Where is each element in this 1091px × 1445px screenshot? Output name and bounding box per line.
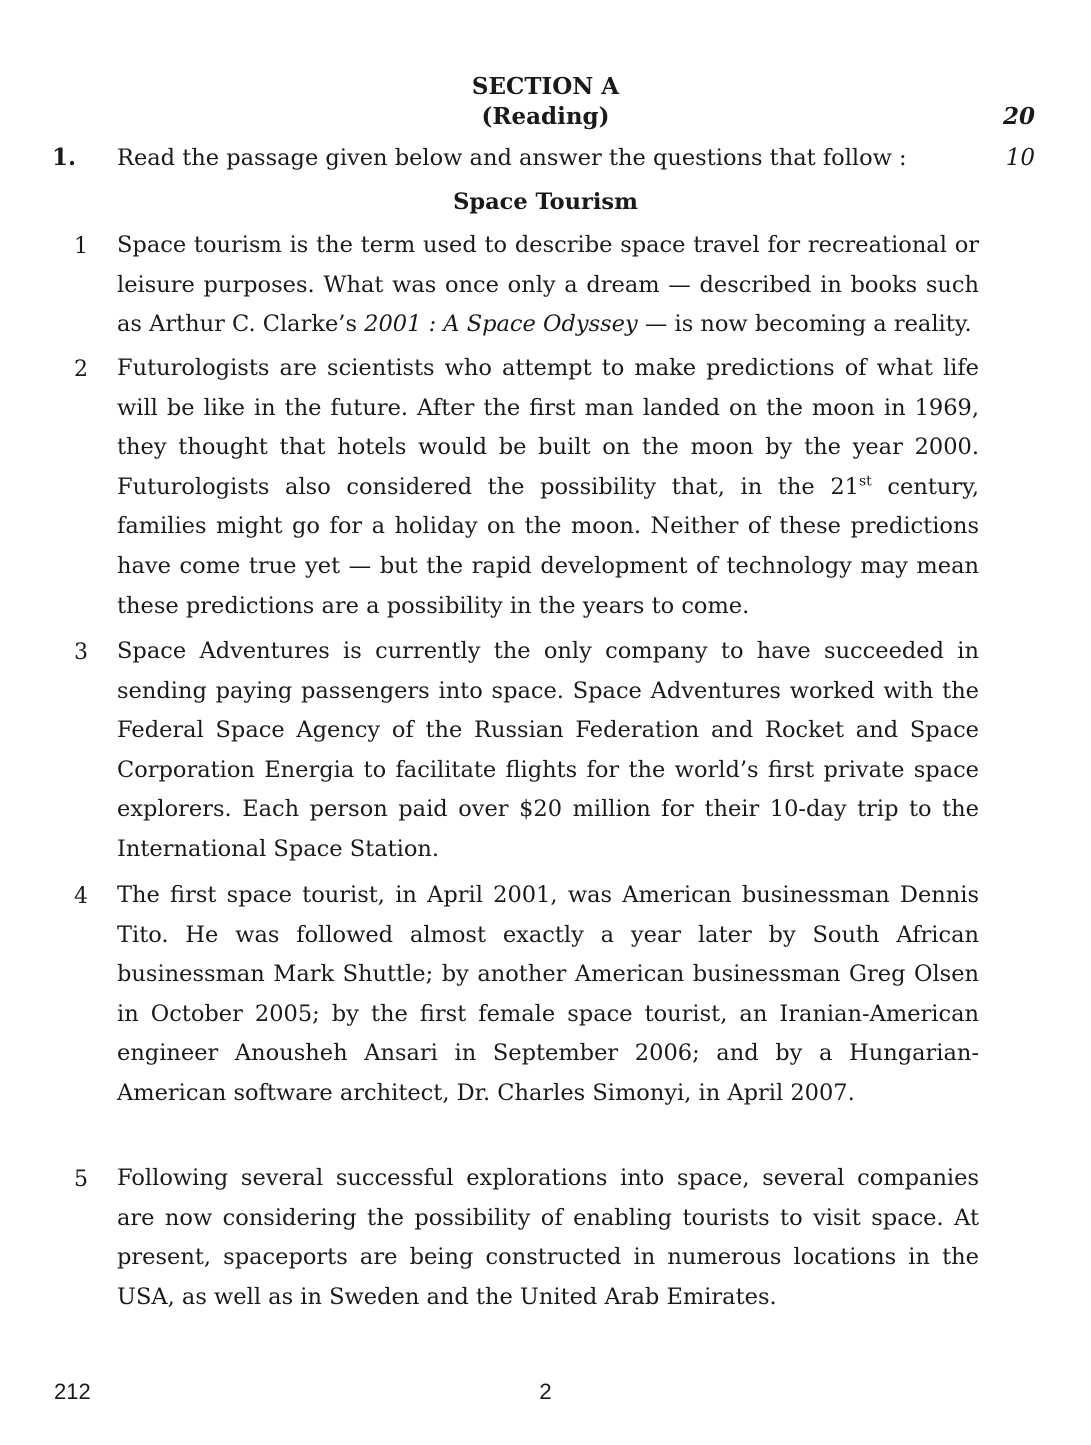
section-subtitle: (Reading) xyxy=(481,103,610,130)
paragraph-1 xyxy=(117,226,979,345)
question-instruction: Read the passage given below and answer the questions that follow : xyxy=(117,145,907,171)
paragraph-2-text-a: Futurologists are scientists who attempt to make predictions of what life will be like in the future. After the first man landed on the moon in 1969, they thought that hotels would be built on the moon by the year 2000. Futurologists also considered the possibility that, in the 21 xyxy=(117,355,979,500)
paragraph-2-text-b: century, families might go for a holiday on the moon. Neither of these predictions have come true yet — but the rapid development of technology may mean these predictions are a possibility in the years to come. xyxy=(117,473,979,619)
paragraph-3: Space Adventures is currently the only company to have succeeded in sending paying passengers into space. Space Adventures worked with the Federal Space Agency of the Russian Federation and Rocket and Space Corporation Energia to facilitate flights for the world’s first private space explorers. Each person paid over $20 million for their 10-day trip to the International Space Station. xyxy=(117,638,979,862)
paper-code: 212 xyxy=(54,1379,91,1404)
paragraph-number: 5 xyxy=(74,1167,88,1192)
paragraph-number: 1 xyxy=(74,234,88,259)
paragraph-number: 4 xyxy=(74,884,88,909)
paragraph-1-text-b: — is now becoming a reality. xyxy=(637,311,972,338)
paragraph-2 xyxy=(117,349,979,626)
paragraph-4: The first space tourist, in April 2001, was American businessman Dennis Tito. He was followed almost exactly a year later by South African businessman Mark Shuttle; by another American businessman Greg Olsen in October 2005; by the first female space tourist, an Iranian-American engineer Anousheh Ansari in September 2006; and by a Hungarian-American software architect, Dr. Charles Simonyi, in April 2007. xyxy=(117,882,979,1106)
question-marks: 10 xyxy=(1005,145,1035,171)
paragraph-5: Following several successful explorations into space, several companies are now considering the possibility of enabling tourists to visit space. At present, spaceports are being constructed in numerous locations in the USA, as well as in Sweden and the United Arab Emirates. xyxy=(117,1165,979,1310)
passage-title: Space Tourism xyxy=(453,189,638,215)
book-title: 2001 : A Space Odyssey xyxy=(364,311,638,338)
paragraph-number: 2 xyxy=(74,357,88,382)
paragraph-number: 3 xyxy=(74,640,88,665)
ordinal-suffix: st xyxy=(858,473,872,490)
paragraph-1-text-a: Space tourism is the term used to describe space travel for recreational or leisure purposes. What was once only a dream — described in books such as Arthur C. Clarke’s xyxy=(117,232,979,338)
section-marks: 20 xyxy=(1002,103,1035,130)
section-title: SECTION A xyxy=(471,73,620,100)
question-number: 1. xyxy=(52,144,77,171)
page-number: 2 xyxy=(539,1379,552,1404)
